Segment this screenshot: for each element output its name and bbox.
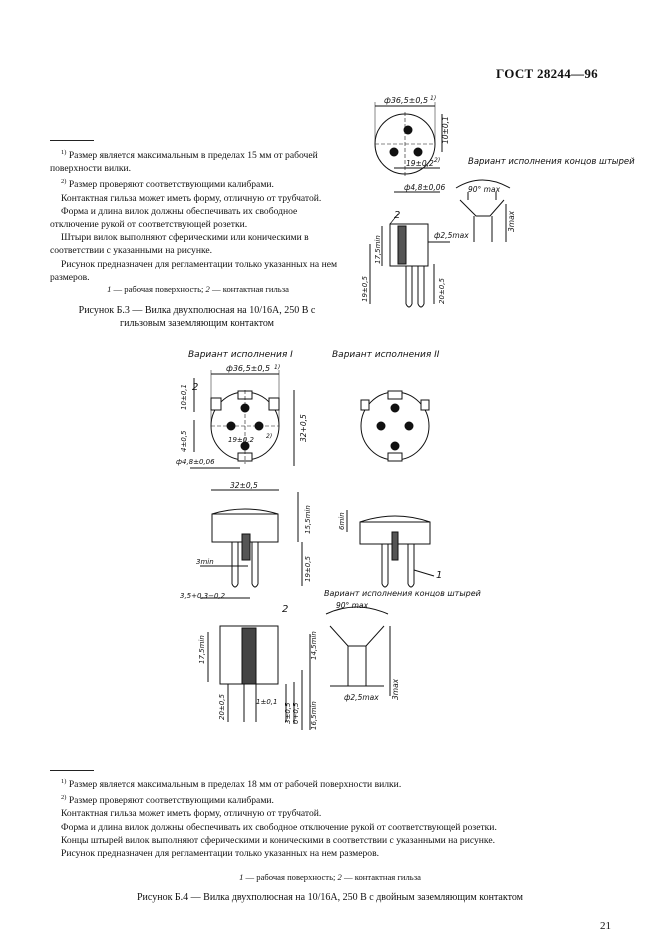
pin-hole-left <box>390 148 398 156</box>
pin-hole-right <box>414 148 422 156</box>
legend-text-2: — контактная гильза <box>341 872 421 882</box>
dim-19-note: 2) <box>434 157 441 164</box>
footnote-rule <box>50 770 94 771</box>
figure-b3-caption: Рисунок Б.3 — Вилка двухполюсная на 10/16А, 250 В с гильзовым заземляющим контактом <box>78 305 316 329</box>
note-paragraph: Концы штырей вилок выполняют сферическими и коническими в соответствии с указанными на рисунке. <box>61 834 495 846</box>
b4-dim-19-note: 2) <box>266 433 273 440</box>
b4-dim-19-pin: 19±0,5 <box>304 556 312 582</box>
b4-dim-4: 4±0,5 <box>180 430 188 452</box>
b4-dim-outer-diameter: ф36,5±0,5 <box>226 364 271 373</box>
b4-callout-2-section: 2 <box>282 604 289 615</box>
note-paragraph: Рисунок предназначен для регламентации только указанных на нем размеров. <box>61 848 380 860</box>
document-standard-code: ГОСТ 28244—96 <box>496 66 598 81</box>
note-paragraph: Контактная гильза может иметь форму, отличную от трубчатой. <box>61 808 322 820</box>
dim-17-5: 17,5min <box>374 235 382 264</box>
plug-body-side <box>390 224 428 266</box>
dim-19-pin: 19±0,5 <box>361 276 369 302</box>
figure-b4-legend <box>50 872 610 882</box>
legend-num-2: 2 <box>205 284 210 294</box>
figure-b3-legend <box>50 284 346 294</box>
dim-10: 10±0,1 <box>441 116 450 144</box>
legend-num-1: 1 <box>239 872 244 882</box>
legend-num-1: 1 <box>107 284 112 294</box>
dim-tip-diameter: ф2,5max <box>434 231 469 240</box>
b4-dim-15-5: 15,5min <box>304 505 312 534</box>
b4-dim-angle: 90° max <box>336 601 369 610</box>
dim-outer-diameter: ф36,5±0,5 <box>384 96 429 105</box>
footnote-rule <box>50 140 94 141</box>
dim-pin-diameter: ф4,8±0,06 <box>404 183 446 192</box>
b4-dim-3min: 3min <box>196 558 214 566</box>
ground-sleeve-section <box>398 226 406 264</box>
footnote-2-text: Размер проверяют соответствующими калибрами. <box>68 795 274 807</box>
footnote-1: $^{1)}$ Размер является максимальным в пределах 15 мм от рабочей поверхности вилки. <box>50 149 318 175</box>
b4-dim-outer-diameter-note: 1) <box>274 364 281 371</box>
b4-dim-19: 19±0,2 <box>228 436 254 444</box>
callout-2: 2 <box>394 210 401 221</box>
b4-dim-32-horizontal: 32±0,5 <box>230 481 258 490</box>
note-paragraph: Форма и длина вилок должны обеспечивать их свободное отключение рукой от соответствующей розетки. <box>61 821 497 833</box>
b4-dim-3max: 3max <box>391 678 400 700</box>
b4-dim-6: 6min <box>338 512 346 530</box>
dim-19: 19±0,2 <box>406 159 434 168</box>
dim-outer-diameter-note: 1) <box>430 95 437 102</box>
legend-text-1: — рабочая поверхность; <box>243 872 338 882</box>
page-number: 21 <box>600 920 611 932</box>
b4-dim-0-5: 0+0,5 <box>292 702 300 724</box>
figure-b4-caption: Рисунок Б.4 — Вилка двухполюсная на 10/16А, 250 В с двойным заземляющим контактом <box>137 892 523 903</box>
note-paragraph: Рисунок предназначен для регламентации только указанных на нем размеров. <box>50 258 338 283</box>
footnote-2: $^{2)}$ Размер проверяют соответствующими калибрами. <box>61 794 274 807</box>
legend-num-2: 2 <box>337 872 342 882</box>
note-paragraph: Форма и длина вилок должны обеспечивать их свободное отключение рукой от соответствующей розетки. <box>50 205 298 231</box>
b4-dim-pin-diameter: ф4,8±0,06 <box>176 458 215 466</box>
b4-dim-32-vertical: 32+0,5 <box>299 414 308 442</box>
dim-angle: 90° max <box>468 185 501 194</box>
b4-dim-1: 1±0,1 <box>256 698 278 706</box>
legend-text-1: — рабочая поверхность; <box>111 284 206 294</box>
footnote-1: $^{1)}$ Размер является максимальным в пределах 18 мм от рабочей поверхности вилки. <box>61 778 402 790</box>
b4-dim-14-5: 14,5min <box>310 631 318 660</box>
top-notes <box>50 146 346 284</box>
b4-dim-3-5: 3,5+0,3−0,2 <box>180 592 226 600</box>
b4-variant-title: Вариант исполнения концов штырей <box>324 589 481 598</box>
b4-callout-1: 1 <box>436 570 443 581</box>
figure-b3-drawing <box>350 92 635 332</box>
footnote-2-text: Размер проверяют соответствующими калибрами. <box>68 179 274 191</box>
note-paragraph: Штыри вилок выполняют сферическими или коническими в соответствии с указанными на рисунке. <box>50 232 309 257</box>
b4-dim-10: 10±0,1 <box>180 384 188 410</box>
dim-3max: 3max <box>507 210 516 232</box>
dim-20: 20±0,5 <box>438 278 446 304</box>
legend-text-2: — контактная гильза <box>209 284 289 294</box>
b4-callout-2-top: 2 <box>192 382 199 393</box>
footnote-1-text: Размер является максимальным в пределах 15 мм от рабочей поверхности вилки. <box>50 150 318 175</box>
b4-dim-16-5: 16,5min <box>310 701 318 730</box>
footnote-1-text: Размер является максимальным в пределах 18 мм от рабочей поверхности вилки. <box>68 779 402 790</box>
variant-2-label: Вариант исполнения II <box>332 350 440 360</box>
figure-b4-drawing <box>170 364 490 764</box>
footnote-2: $^{2)}$ Размер проверяют соответствующими калибрами. <box>61 178 274 191</box>
variant-1-label: Вариант исполнения I <box>188 350 293 360</box>
b4-dim-17-5: 17,5min <box>198 635 206 664</box>
b4-dim-tip-diameter: ф2,5max <box>344 693 379 702</box>
b4-dim-3-0-5: 3±0,5 <box>284 702 292 724</box>
note-paragraph: Контактная гильза может иметь форму, отличную от трубчатой. <box>61 192 322 204</box>
variant-title: Вариант исполнения концов штырей <box>468 157 635 167</box>
bottom-notes <box>50 775 610 860</box>
b4-dim-20: 20±0,5 <box>218 694 226 720</box>
